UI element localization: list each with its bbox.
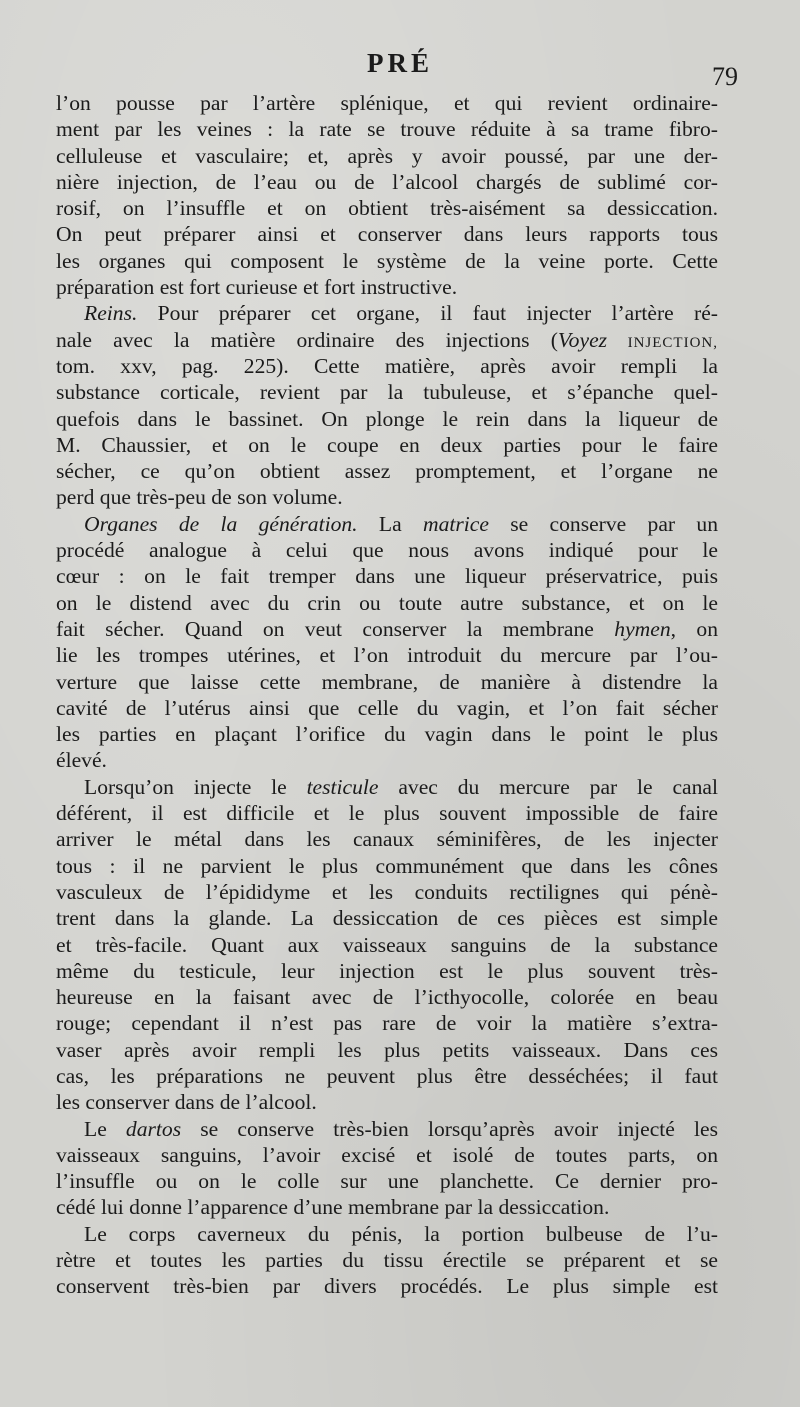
italic-text: Reins. bbox=[84, 301, 138, 326]
italic-text: matrice bbox=[422, 511, 489, 536]
text-line bbox=[56, 1168, 718, 1194]
text-line bbox=[56, 143, 718, 169]
line-text: sécher, ce qu’on obtient assez promptement, et l’organe ne bbox=[56, 459, 718, 484]
italic-text: hymen bbox=[614, 616, 671, 641]
text-line bbox=[56, 800, 718, 826]
italic-text: Voyez bbox=[557, 327, 608, 352]
text-line bbox=[56, 1194, 718, 1220]
text-line bbox=[56, 116, 718, 142]
line-text: celluleuse et vasculaire; et, après y avoir poussé, par une der- bbox=[56, 143, 718, 168]
text-line bbox=[56, 642, 718, 668]
line-text: vasculeux de l’épididyme et les conduits rectilignes qui pénè- bbox=[56, 879, 718, 904]
text-line bbox=[56, 406, 718, 432]
line-text: Le corps caverneux du pénis, la portion bulbeuse de l’u- bbox=[84, 1221, 718, 1246]
line-text: procédé analogue à celui que nous avons indiqué pour le bbox=[56, 538, 718, 563]
small-caps-text: INJECTION, bbox=[607, 334, 718, 351]
text-line bbox=[56, 511, 718, 537]
text-line bbox=[56, 379, 718, 405]
text-line bbox=[56, 195, 718, 221]
line-text: heureuse en la faisant avec de l’icthyocolle, colorée en beau bbox=[56, 985, 718, 1010]
text-line bbox=[56, 1221, 718, 1247]
line-text: M. Chaussier, et on le coupe en deux parties pour le faire bbox=[56, 432, 718, 457]
line-text: arriver le métal dans les canaux séminifères, de les injecter bbox=[56, 827, 718, 852]
text-line bbox=[56, 90, 718, 116]
line-text: verture que laisse cette membrane, de manière à distendre la bbox=[56, 669, 718, 694]
text-line bbox=[56, 853, 718, 879]
line-text: Pour préparer cet organe, il faut injecter l’artère ré- bbox=[137, 301, 718, 326]
text-line bbox=[56, 1142, 718, 1168]
running-head: PRÉ bbox=[367, 48, 433, 78]
text-line bbox=[56, 169, 718, 195]
text-line bbox=[56, 590, 718, 616]
text-line bbox=[56, 1247, 718, 1273]
line-text: conservent très-bien par divers procédés. Le plus simple est bbox=[56, 1274, 718, 1299]
text-line bbox=[56, 695, 718, 721]
text-line bbox=[56, 563, 718, 589]
line-text: les parties en plaçant l’orifice du vagin dans le point le plus bbox=[56, 722, 718, 747]
text-line bbox=[56, 432, 718, 458]
text-line bbox=[56, 958, 718, 984]
line-text: se conserve par un bbox=[488, 511, 718, 536]
text-line bbox=[56, 537, 718, 563]
text-line bbox=[56, 300, 718, 326]
line-text: lie les trompes utérines, et l’on introduit du mercure par l’ou- bbox=[56, 643, 718, 668]
italic-text: testicule bbox=[306, 774, 379, 799]
italic-text: Organes de la génération. bbox=[84, 511, 358, 536]
text-line bbox=[56, 484, 718, 510]
line-text: nière injection, de l’eau ou de l’alcool chargés de sublimé cor- bbox=[56, 169, 718, 194]
line-text: se conserve très-bien lorsqu’après avoir injecté les bbox=[181, 1116, 718, 1141]
text-line bbox=[56, 616, 718, 642]
text-line bbox=[56, 1089, 718, 1115]
text-line bbox=[56, 221, 718, 247]
line-text: cavité de l’utérus ainsi que celle du vagin, et l’on fait sécher bbox=[56, 695, 718, 720]
line-text: rosif, on l’insuffle et on obtient très-aisément sa dessiccation. bbox=[56, 196, 718, 221]
line-text: fait sécher. Quand on veut conserver la membrane bbox=[56, 616, 615, 641]
line-text: tous : il ne parvient le plus communément que dans les cônes bbox=[56, 853, 718, 878]
text-line bbox=[56, 984, 718, 1010]
text-line bbox=[56, 905, 718, 931]
text-line bbox=[56, 774, 718, 800]
line-text: tom. xxv, pag. 225). Cette matière, après avoir rempli la bbox=[56, 353, 718, 378]
line-text: nale avec la matière ordinaire des injections ( bbox=[56, 327, 558, 352]
text-line bbox=[56, 458, 718, 484]
line-text: , on bbox=[670, 616, 718, 641]
line-text: même du testicule, leur injection est le plus souvent très- bbox=[56, 958, 718, 983]
line-text: Lorsqu’on injecte le bbox=[84, 774, 307, 799]
text-line bbox=[56, 669, 718, 695]
page-number: 79 bbox=[712, 62, 738, 91]
line-text: les conserver dans de l’alcool. bbox=[56, 1090, 317, 1115]
line-text: perd que très-peu de son volume. bbox=[56, 485, 343, 510]
text-line bbox=[56, 327, 718, 353]
text-line bbox=[56, 274, 718, 300]
line-text: déférent, il est difficile et le plus souvent impossible de faire bbox=[56, 801, 718, 826]
line-text: et très-facile. Quant aux vaisseaux sanguins de la substance bbox=[56, 932, 718, 957]
text-line bbox=[56, 1273, 718, 1299]
line-text: ment par les veines : la rate se trouve réduite à sa trame fibro- bbox=[56, 117, 718, 142]
line-text: l’on pousse par l’artère splénique, et qui revient ordinaire- bbox=[56, 91, 718, 115]
text-line bbox=[56, 721, 718, 747]
line-text: On peut préparer ainsi et conserver dans leurs rapports tous bbox=[56, 222, 718, 247]
line-text: vaser après avoir rempli les plus petits vaisseaux. Dans ces bbox=[56, 1037, 718, 1062]
text-line bbox=[56, 1010, 718, 1036]
text-line bbox=[56, 1116, 718, 1142]
text-line bbox=[56, 248, 718, 274]
line-text: préparation est fort curieuse et fort instructive. bbox=[56, 275, 458, 300]
line-text: les organes qui composent le système de la veine porte. Cette bbox=[56, 248, 718, 273]
line-text: vaisseaux sanguins, l’avoir excisé et isolé de toutes parts, on bbox=[56, 1142, 718, 1167]
line-text: cas, les préparations ne peuvent plus être desséchées; il faut bbox=[56, 1063, 718, 1088]
line-text: trent dans la glande. La dessiccation de ces pièces est simple bbox=[56, 906, 718, 931]
line-text: on le distend avec du crin ou toute autre substance, et on le bbox=[56, 590, 718, 615]
line-text: avec du mercure par le canal bbox=[378, 774, 718, 799]
text-line bbox=[56, 932, 718, 958]
line-text: quefois dans le bassinet. On plonge le rein dans la liqueur de bbox=[56, 406, 718, 431]
line-text: rouge; cependant il n’est pas rare de voir la matière s’extra- bbox=[56, 1011, 718, 1036]
text-line bbox=[56, 826, 718, 852]
line-text: La bbox=[357, 511, 423, 536]
text-line bbox=[56, 879, 718, 905]
text-line bbox=[56, 1063, 718, 1089]
italic-text: dartos bbox=[125, 1116, 182, 1141]
text-line bbox=[56, 353, 718, 379]
line-text: Le bbox=[84, 1116, 126, 1141]
line-text: cédé lui donne l’apparence d’une membrane par la dessiccation. bbox=[56, 1195, 610, 1220]
line-text: l’insuffle ou on le colle sur une planchette. Ce dernier pro- bbox=[56, 1169, 718, 1194]
text-line bbox=[56, 1037, 718, 1063]
text-body bbox=[56, 90, 718, 1300]
text-line bbox=[56, 747, 718, 773]
line-text: cœur : on le fait tremper dans une liqueur préservatrice, puis bbox=[56, 564, 718, 589]
line-text: substance corticale, revient par la tubuleuse, et s’épanche quel- bbox=[56, 380, 718, 405]
line-text: élevé. bbox=[56, 748, 107, 773]
line-text: rètre et toutes les parties du tissu érectile se préparent et se bbox=[56, 1248, 718, 1273]
